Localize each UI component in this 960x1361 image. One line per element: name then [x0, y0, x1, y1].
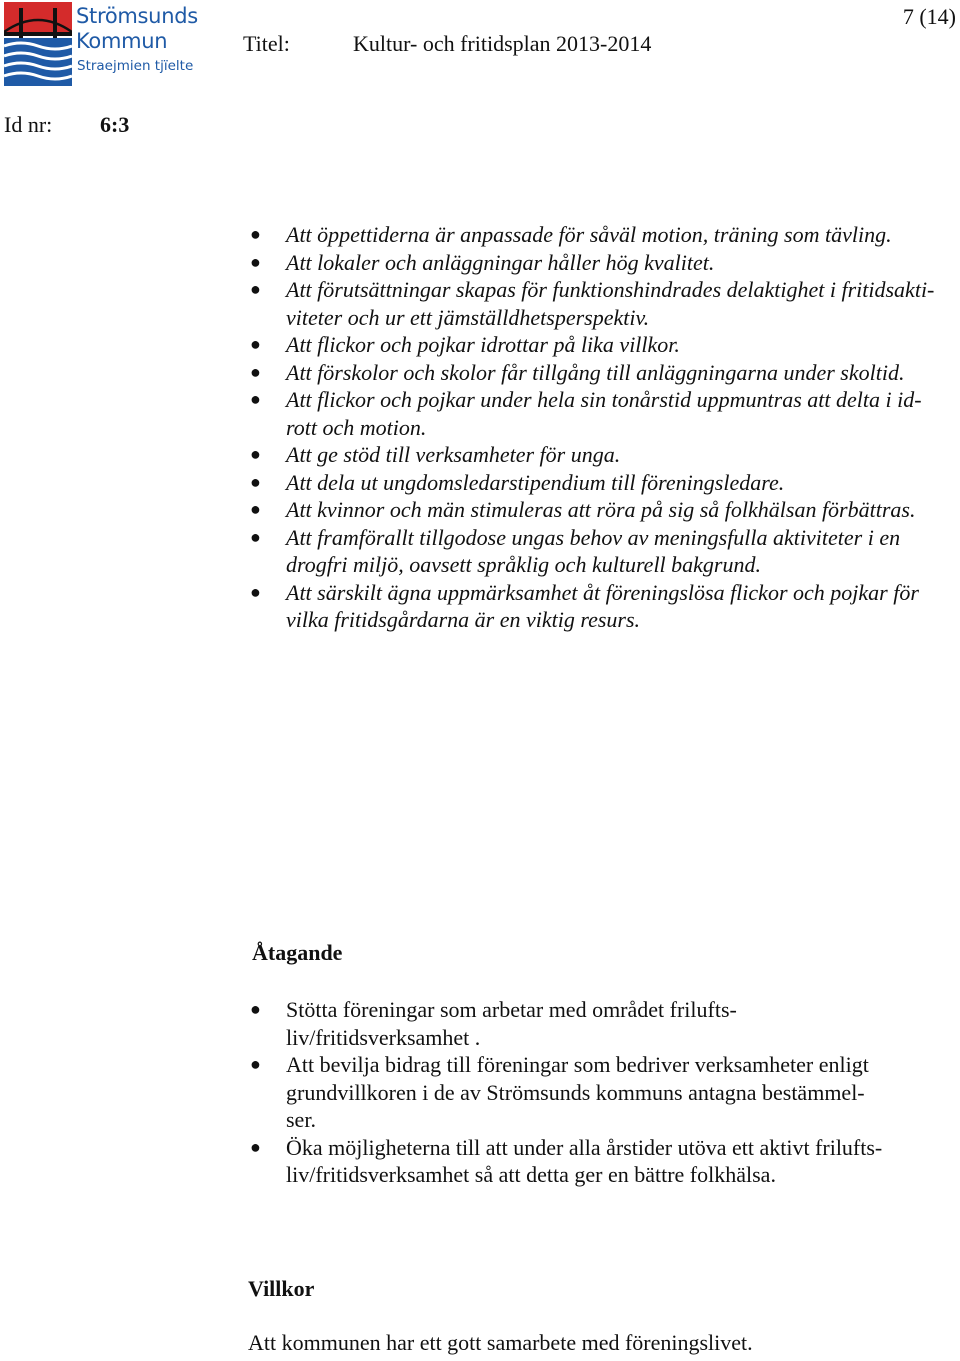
- goal-item: [248, 496, 954, 524]
- goal-text: Att dela ut ungdomsledarstipendium till föreningsledare.: [286, 469, 785, 495]
- goal-text: Att särskilt ägna uppmärksamhet åt föreningslösa flickor och pojkar för vilka fritidsgårdarna är en viktig resurs.: [286, 579, 919, 632]
- strömsund-kommun-logo: [4, 2, 204, 86]
- goal-item: [248, 276, 954, 331]
- commitment-item: [248, 1134, 954, 1189]
- goal-text: Att ge stöd till verksamheter för unga.: [286, 442, 621, 467]
- section-heading-atagande: Åtagande: [252, 940, 343, 965]
- logo-name-line1: Strömsunds: [76, 4, 198, 28]
- bullet-icon: ●: [250, 471, 261, 492]
- logo-name-line2: Kommun: [76, 29, 168, 53]
- goal-item: [248, 441, 954, 469]
- goals-list: [248, 221, 954, 634]
- goal-text: Att öppettiderna är anpassade för såväl motion, träning som tävling.: [286, 222, 892, 247]
- commitment-item: [248, 1051, 954, 1134]
- bullet-icon: ●: [250, 334, 261, 354]
- bullet-icon: ●: [250, 361, 261, 382]
- goal-item: [248, 331, 954, 359]
- logo-subtitle: Straejmien tjïelte: [77, 58, 194, 74]
- id-label: Id nr:: [4, 112, 53, 137]
- goal-item: [248, 249, 954, 277]
- goal-item: [248, 579, 954, 634]
- bullet-icon: ●: [250, 279, 261, 299]
- page-header: [0, 0, 960, 160]
- id-value: 6:3: [100, 112, 130, 137]
- goal-text: Att flickor och pojkar idrottar på lika villkor.: [286, 332, 680, 357]
- commitment-text: Att bevilja bidrag till föreningar som bedriver verksamheter enligt grundvillkoren i de av Strömsunds kommuns antagna bestämmel- ser.: [286, 1052, 869, 1132]
- title-label: Titel:: [243, 31, 290, 56]
- bullet-icon: ●: [250, 389, 261, 409]
- bullet-icon: ●: [250, 581, 261, 602]
- goal-text: Att förskolor och skolor får tillgång till anläggningarna under skoltid.: [286, 359, 905, 385]
- document-title: Kultur- och fritidsplan 2013-2014: [353, 31, 652, 56]
- bullet-icon: ●: [250, 1136, 261, 1157]
- bullet-icon: ●: [250, 526, 261, 547]
- goal-text: Att flickor och pojkar under hela sin tonårstid uppmuntras att delta i id- rott och motion.: [286, 387, 922, 440]
- goal-item: [248, 386, 954, 441]
- bridge-emblem-icon: [4, 2, 72, 86]
- goal-item: [248, 469, 954, 497]
- goal-item: [248, 524, 954, 579]
- commitment-text: Öka möjligheterna till att under alla årstider utöva ett aktivt frilufts- liv/fritidsverksamhet så att detta ger en bättre folkhälsa.: [286, 1134, 883, 1187]
- villkor-text: Att kommunen har ett gott samarbete med föreningslivet.: [248, 1330, 753, 1355]
- section-heading-villkor: Villkor: [248, 1276, 315, 1301]
- goal-item: [248, 359, 954, 387]
- goal-text: Att lokaler och anläggningar håller hög kvalitet.: [286, 249, 715, 275]
- goal-text: Att förutsättningar skapas för funktionshindrades delaktighet i fritidsakti- viteter och ur ett jämställdhetsperspektiv.: [286, 277, 935, 330]
- commitments-list: [248, 996, 954, 1189]
- bullet-icon: ●: [250, 224, 261, 244]
- commitment-text: Stötta föreningar som arbetar med området frilufts- liv/fritidsverksamhet .: [286, 997, 737, 1050]
- bullet-icon: ●: [250, 251, 261, 272]
- bullet-icon: ●: [250, 1054, 261, 1074]
- bullet-icon: ●: [250, 444, 261, 464]
- commitment-item: [248, 996, 954, 1051]
- bullet-icon: ●: [250, 499, 261, 519]
- page-number: 7 (14): [902, 4, 956, 29]
- goal-text: Att kvinnor och män stimuleras att röra på sig så folkhälsan förbättras.: [286, 497, 916, 522]
- bullet-icon: ●: [250, 999, 261, 1019]
- goal-text: Att framförallt tillgodose ungas behov av meningsfulla aktiviteter i en drogfri miljö, oavsett språklig och kulturell bakgrund.: [286, 524, 901, 577]
- goal-item: [248, 221, 954, 249]
